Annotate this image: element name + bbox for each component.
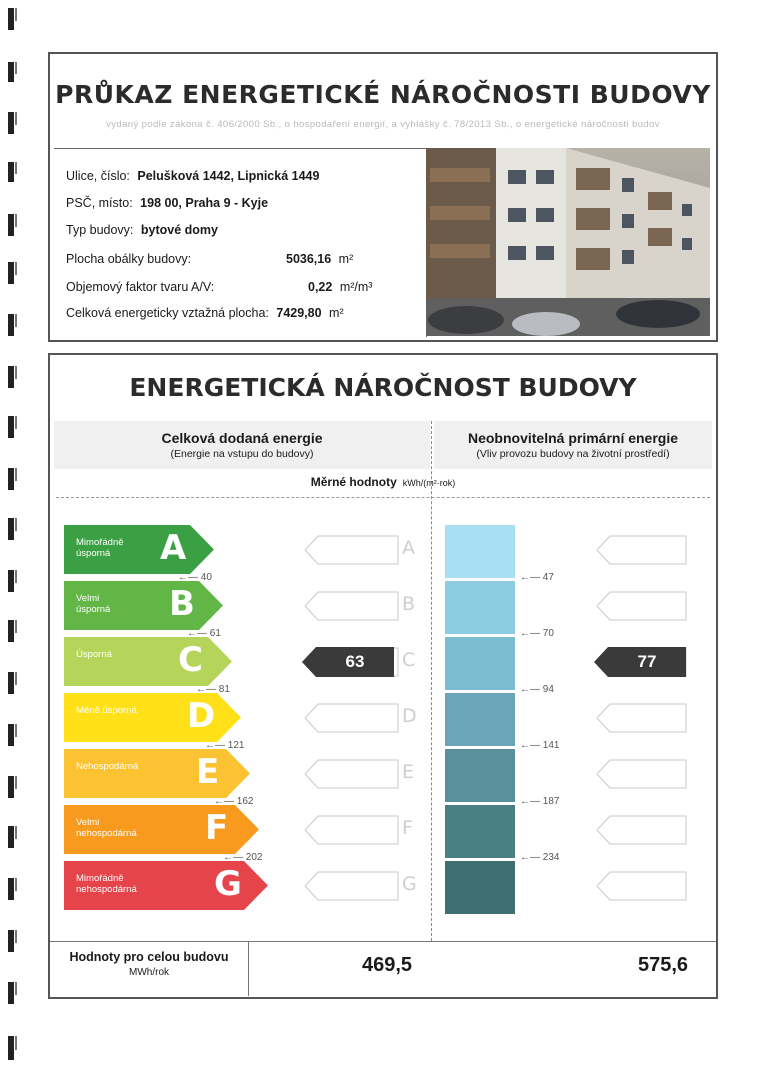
class-letter-f: F — [205, 808, 229, 848]
factor-unit: m²/m³ — [339, 280, 373, 294]
merne-label: Měrné hodnoty — [310, 475, 397, 489]
class-label-line2: nehospodárná — [76, 884, 137, 895]
left-outline-arrow-d — [304, 703, 400, 733]
class-arrow-d — [64, 693, 241, 742]
right-outline-shape — [597, 760, 686, 788]
primary-energy-bar-a — [445, 525, 515, 578]
right-column-head — [434, 421, 712, 469]
right-value-marker: 77 — [637, 652, 657, 671]
area-row-value — [286, 252, 353, 266]
class-label-line1: Méně úsporná — [76, 705, 137, 716]
totals-label: Hodnoty pro celou budovu — [69, 950, 229, 964]
right-outline-shape — [597, 592, 686, 620]
dashed-separator — [56, 497, 710, 498]
right-outline-shape — [597, 704, 686, 732]
class-arrow-a — [64, 525, 214, 574]
faded-class-letter-a: A — [402, 537, 415, 559]
right-head-subtitle: (Vliv provozu budovy na životní prostředí) — [476, 448, 670, 460]
certificate-subtitle: vydaný podle zákona č. 406/2000 Sb., o hospodaření energií, a vyhlášky č. 78/2013 Sb., o energetické náročnosti budov — [106, 119, 660, 130]
class-label-line1: Velmi — [76, 817, 100, 828]
faded-class-letter-b: B — [402, 593, 416, 615]
class-label-d — [76, 705, 137, 716]
class-arrow-c — [64, 637, 232, 686]
specific-values-label — [50, 475, 716, 489]
ref-unit: m² — [329, 306, 344, 320]
right-threshold-tick: ←— 47 — [520, 572, 554, 583]
left-outline-arrow-e — [304, 759, 400, 789]
left-threshold-tick: ←— 202 — [223, 852, 263, 863]
rating-title: ENERGETICKÁ NÁROČNOST BUDOVY — [129, 373, 637, 402]
factor-value: 0,22 — [308, 280, 333, 294]
class-label-line1: Mimořádně — [76, 873, 124, 884]
class-label-line1: Úsporná — [76, 649, 112, 660]
class-label-f — [76, 817, 137, 839]
right-outline-arrow-b — [596, 591, 688, 621]
type-row — [66, 223, 218, 237]
factor-label: Objemový faktor tvaru A/V: — [66, 280, 215, 294]
class-arrow-f — [64, 805, 259, 854]
faded-class-letter-d: D — [402, 705, 417, 727]
street-row — [66, 169, 319, 183]
faded-class-letter-g: G — [402, 873, 417, 895]
faded-class-letter-c: C — [402, 649, 416, 671]
left-outline-arrow-a — [304, 535, 400, 565]
left-outline-arrow-f — [304, 815, 400, 845]
street-value: Pelušková 1442, Lipnická 1449 — [137, 169, 320, 183]
left-threshold-tick: ←— 162 — [214, 796, 254, 807]
column-divider — [431, 421, 432, 941]
class-label-b — [76, 593, 110, 615]
factor-row-value — [308, 280, 372, 294]
class-arrow-b — [64, 581, 223, 630]
area-value: 5036,16 — [286, 252, 332, 266]
primary-energy-bar-f — [445, 805, 515, 858]
building-photo — [426, 148, 710, 336]
certificate-title: PRŮKAZ ENERGETICKÉ NÁROČNOSTI BUDOVY — [55, 80, 711, 109]
left-outline-shape — [305, 872, 398, 900]
left-threshold-tick: ←— 61 — [187, 628, 221, 639]
right-head-title: Neobnovitelná primární energie — [467, 430, 679, 446]
area-label: Plocha obálky budovy: — [66, 252, 192, 266]
class-arrow-shape-e — [64, 749, 250, 798]
left-outline-arrow-b — [304, 591, 400, 621]
faded-class-letter-f: F — [402, 817, 413, 839]
right-outline-arrow-g — [596, 871, 688, 901]
primary-energy-bar-d — [445, 693, 515, 746]
right-threshold-tick: ←— 70 — [520, 628, 554, 639]
class-letter-b: B — [169, 584, 195, 624]
energy-rating-panel — [48, 353, 718, 999]
certificate-header — [48, 52, 718, 342]
right-outline-arrow-d — [596, 703, 688, 733]
right-outline-arrow-a — [596, 535, 688, 565]
class-arrow-g — [64, 861, 268, 910]
left-outline-shape — [305, 816, 398, 844]
primary-energy-bar-g — [445, 861, 515, 914]
class-label-line1: Mimořádně — [76, 537, 124, 548]
right-outline-shape — [597, 536, 686, 564]
left-threshold-tick: ←— 81 — [196, 684, 230, 695]
left-outline-arrow-g — [304, 871, 400, 901]
totals-unit: MWh/rok — [129, 967, 169, 978]
psc-row — [66, 196, 268, 210]
left-outline-shape — [305, 704, 398, 732]
class-letter-g: G — [214, 864, 242, 904]
ref-row — [66, 306, 344, 320]
class-label-line2: úsporná — [76, 604, 111, 615]
psc-value: 198 00, Praha 9 - Kyje — [140, 196, 269, 210]
class-label-line2: nehospodárná — [76, 828, 137, 839]
left-outline-shape — [305, 536, 398, 564]
left-outline-shape — [305, 760, 398, 788]
ref-value: 7429,80 — [276, 306, 322, 320]
left-threshold-tick: ←— 40 — [178, 572, 212, 583]
right-outline-arrow-e — [596, 759, 688, 789]
right-outline-shape — [597, 872, 686, 900]
primary-energy-bar-b — [445, 581, 515, 634]
left-total: 469,5 — [362, 954, 413, 976]
right-total: 575,6 — [638, 954, 689, 976]
totals-divider — [248, 942, 249, 996]
class-label-line1: Velmi — [76, 593, 100, 604]
class-label-g — [76, 873, 137, 895]
class-letter-c: C — [178, 640, 203, 680]
right-threshold-tick: ←— 187 — [520, 796, 560, 807]
primary-energy-bar-c — [445, 637, 515, 690]
totals-row — [50, 941, 716, 996]
class-label-e — [76, 761, 138, 772]
type-label: Typ budovy: — [66, 223, 134, 237]
right-threshold-tick: ←— 234 — [520, 852, 560, 863]
left-column-head — [54, 421, 430, 469]
right-threshold-tick: ←— 141 — [520, 740, 560, 751]
left-head-title: Celková dodaná energie — [161, 430, 323, 446]
class-label-c — [76, 649, 112, 660]
class-label-a — [76, 537, 124, 559]
right-outline-shape — [597, 816, 686, 844]
ref-label: Celková energeticky vztažná plocha: — [66, 306, 269, 320]
building-info — [54, 148, 427, 337]
merne-unit: kWh/(m²·rok) — [402, 478, 456, 488]
left-threshold-tick: ←— 121 — [205, 740, 245, 751]
left-outline-shape — [305, 592, 398, 620]
street-label: Ulice, číslo: — [66, 169, 130, 183]
left-head-subtitle: (Energie na vstupu do budovy) — [170, 448, 314, 460]
class-arrow-e — [64, 749, 250, 798]
class-arrow-shape-c — [64, 637, 232, 686]
faded-class-letter-e: E — [402, 761, 415, 783]
class-letter-e: E — [196, 752, 220, 792]
class-letter-a: A — [160, 528, 187, 568]
area-unit: m² — [338, 252, 354, 266]
type-value: bytové domy — [140, 223, 218, 237]
class-label-line2: úsporná — [76, 548, 111, 559]
psc-label: PSČ, místo: — [66, 196, 133, 210]
class-letter-d: D — [187, 696, 216, 736]
class-label-line1: Nehospodárná — [76, 761, 139, 772]
primary-energy-bar-e — [445, 749, 515, 802]
right-threshold-tick: ←— 94 — [520, 684, 554, 695]
right-outline-arrow-f — [596, 815, 688, 845]
left-value-marker: 63 — [345, 652, 365, 671]
